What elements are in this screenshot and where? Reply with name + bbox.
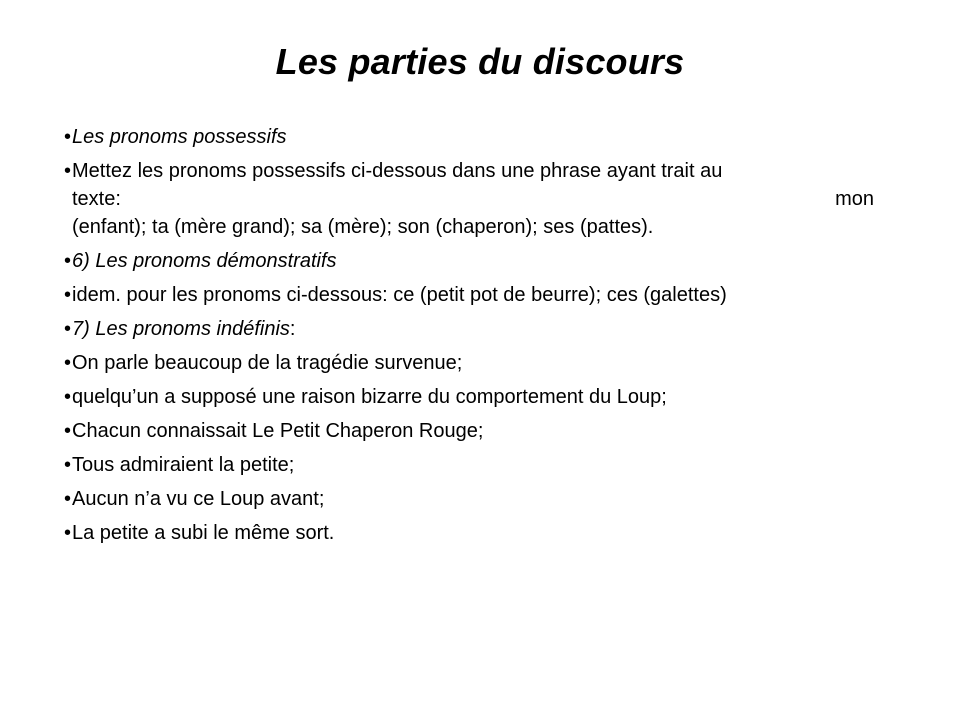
- bullet-list: [64, 123, 874, 553]
- slide-title: Les parties du discours: [275, 41, 685, 82]
- list-item-text-line-3: (enfant); ta (mère grand); sa (mère); son (chaperon); ses (pattes).: [72, 216, 654, 238]
- list-item-exercise-demonstratifs: [64, 281, 874, 309]
- bullet-icon: •: [64, 522, 72, 544]
- list-item-text-line-1: Mettez les pronoms possessifs ci-dessous dans une phrase ayant trait au: [72, 160, 723, 182]
- list-item-exercise-possessifs: [64, 157, 874, 241]
- list-item-example-1: [64, 349, 874, 377]
- bullet-icon: •: [64, 352, 72, 374]
- list-item-text: idem. pour les pronoms ci-dessous: ce (petit pot de beurre); ces (galettes): [72, 284, 727, 306]
- list-item-text: Aucun n’a vu ce Loup avant;: [72, 488, 325, 510]
- list-item-text: On parle beaucoup de la tragédie survenue;: [72, 352, 463, 374]
- list-item-text: Les pronoms possessifs: [72, 126, 287, 148]
- list-item-example-3: [64, 417, 874, 445]
- bullet-icon: •: [64, 250, 72, 272]
- list-item-text-texte: texte:: [72, 188, 121, 210]
- list-item-text: 6) Les pronoms démonstratifs: [72, 250, 337, 272]
- list-item-example-4: [64, 451, 874, 479]
- bullet-icon: •: [64, 160, 72, 182]
- list-item-text: 7) Les pronoms indéfinis: [72, 318, 290, 340]
- list-item-text-line-2: [72, 185, 874, 213]
- bullet-icon: •: [64, 318, 72, 340]
- list-item-text: quelqu’un a supposé une raison bizarre du comportement du Loup;: [72, 386, 667, 408]
- list-item-example-5: [64, 485, 874, 513]
- list-item-example-6: [64, 519, 874, 547]
- list-item-text: Tous admiraient la petite;: [72, 454, 295, 476]
- bullet-icon: •: [64, 420, 72, 442]
- list-item-pronoms-indefinis: [64, 315, 874, 343]
- list-item-text: Chacun connaissait Le Petit Chaperon Rouge;: [72, 420, 484, 442]
- list-item-pronoms-possessifs: [64, 123, 874, 151]
- list-item-pronoms-demonstratifs: [64, 247, 874, 275]
- bullet-icon: •: [64, 454, 72, 476]
- bullet-icon: •: [64, 284, 72, 306]
- list-item-example-2: [64, 383, 874, 411]
- list-item-text-mon: mon: [835, 188, 874, 210]
- bullet-icon: •: [64, 126, 72, 148]
- list-item-text-colon: :: [289, 318, 296, 340]
- bullet-icon: •: [64, 488, 72, 510]
- bullet-icon: •: [64, 386, 72, 408]
- list-item-text: La petite a subi le même sort.: [72, 522, 335, 544]
